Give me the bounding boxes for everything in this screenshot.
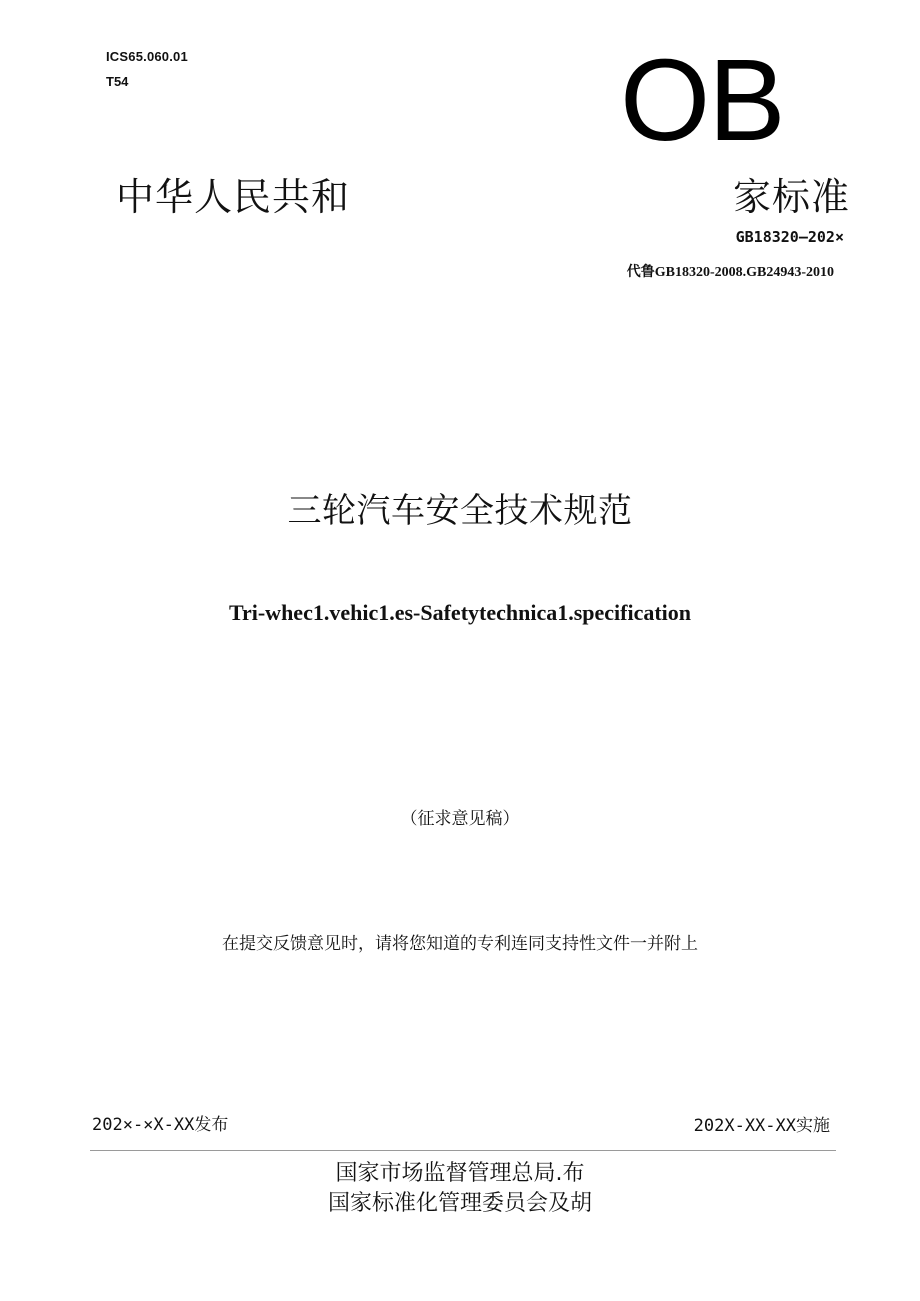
implementation-date: 202X-XX-XX实施 [693,1116,830,1136]
footer-divider [90,1150,836,1151]
issue-date: 202×-×X-XX发布 [92,1115,229,1135]
replaces-standards: 代鲁GB18320-2008.GB24943-2010 [626,265,834,280]
publisher-line-1: 国家市场监督管理总局.布 [335,1161,585,1186]
ics-code: ICS65.060.01 [106,49,188,64]
document-title-chinese: 三轮汽车安全技术规范 [287,491,633,531]
document-title-english: Tri-whec1.vehic1.es-Safetytechnica1.specification [228,600,692,625]
publisher-line-2: 国家标准化管理委员会及胡 [327,1191,592,1216]
standard-logo: OB [620,35,784,165]
standard-number: GB18320—202× [735,228,844,246]
national-standard-title-left: 中华人民共和 [116,175,351,219]
draft-status-label: （征求意见稿） [400,809,520,829]
patent-notice: 在提交反馈意见时，请将您知道的专利连同支持性文件一并附上 [222,934,698,954]
national-standard-title-right: 家标准 [733,175,851,219]
classification-code: T54 [106,74,129,89]
